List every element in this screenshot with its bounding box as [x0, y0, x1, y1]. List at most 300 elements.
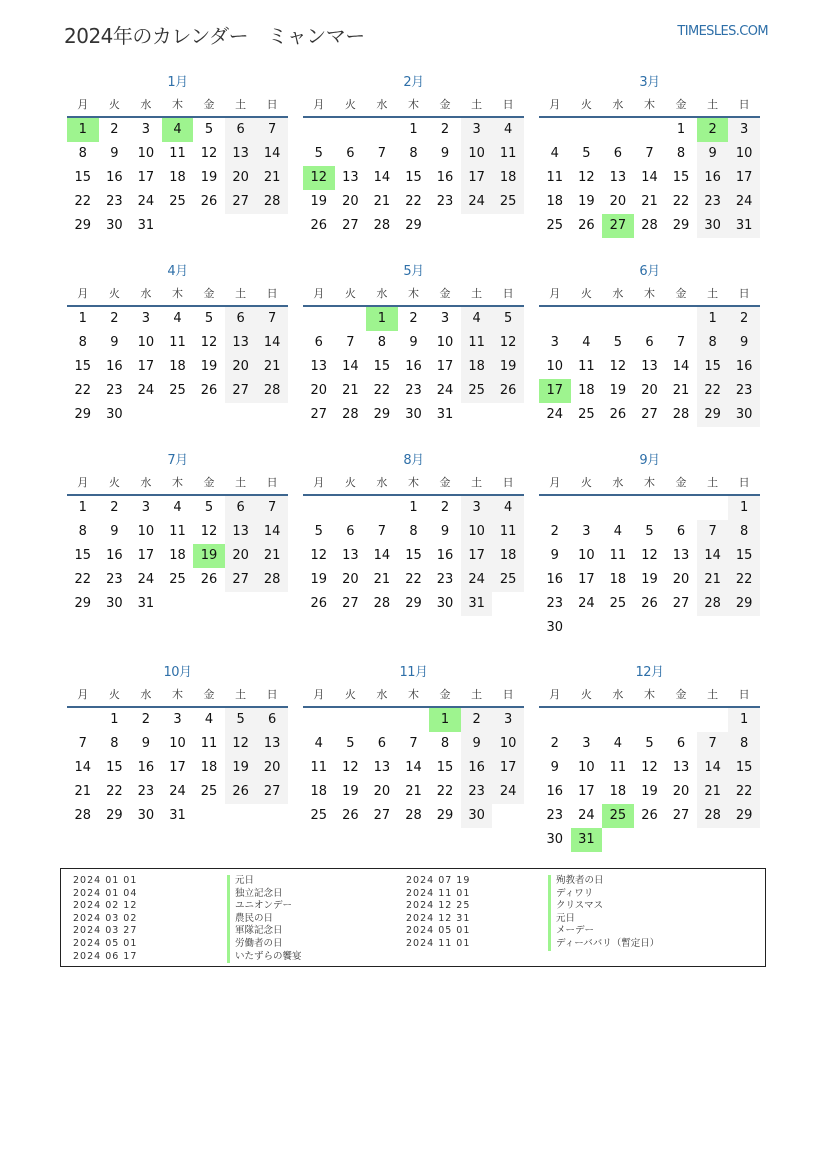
- day-cell[interactable]: 25: [492, 190, 524, 214]
- day-cell[interactable]: 11: [578, 359, 595, 374]
- day-cell[interactable]: 19: [310, 194, 328, 209]
- day-cell[interactable]: 16: [461, 756, 493, 780]
- day-cell[interactable]: 12: [225, 732, 257, 756]
- day-cell[interactable]: 23: [106, 194, 123, 209]
- day-cell[interactable]: 24: [728, 190, 760, 214]
- day-cell[interactable]: 18: [310, 784, 328, 799]
- day-cell[interactable]: 5: [645, 736, 654, 751]
- day-cell[interactable]: 31: [436, 407, 454, 422]
- day-cell[interactable]: 16: [546, 784, 564, 799]
- day-cell[interactable]: 29: [728, 804, 760, 828]
- day-cell[interactable]: 18: [461, 355, 493, 379]
- day-cell[interactable]: 12: [609, 359, 627, 374]
- day-cell[interactable]: 10: [137, 524, 155, 539]
- day-cell[interactable]: 18: [169, 359, 186, 374]
- day-cell[interactable]: 19: [641, 784, 658, 799]
- day-cell[interactable]: 8: [676, 146, 686, 161]
- day-cell[interactable]: 30: [436, 596, 454, 611]
- day-cell[interactable]: 29: [373, 407, 391, 422]
- day-cell[interactable]: 8: [78, 524, 87, 539]
- day-cell[interactable]: 21: [342, 383, 359, 398]
- day-cell[interactable]: 7: [78, 736, 87, 751]
- day-cell-holiday[interactable]: 31: [571, 828, 603, 852]
- day-cell[interactable]: 31: [461, 592, 493, 616]
- day-cell[interactable]: 7: [377, 524, 387, 539]
- day-cell[interactable]: 17: [461, 166, 493, 190]
- day-cell[interactable]: 18: [578, 383, 595, 398]
- day-cell[interactable]: 9: [728, 331, 760, 355]
- day-cell-holiday[interactable]: 1: [67, 118, 99, 142]
- day-cell-holiday[interactable]: 2: [697, 118, 729, 142]
- day-cell[interactable]: 17: [492, 756, 524, 780]
- day-cell[interactable]: 21: [697, 780, 729, 804]
- day-cell[interactable]: 13: [373, 760, 391, 775]
- day-cell[interactable]: 29: [74, 596, 92, 611]
- day-cell[interactable]: 10: [169, 736, 186, 751]
- day-cell[interactable]: 4: [613, 524, 623, 539]
- day-cell[interactable]: 27: [672, 808, 690, 823]
- day-cell[interactable]: 21: [641, 194, 658, 209]
- day-cell[interactable]: 20: [310, 383, 328, 398]
- day-cell[interactable]: 19: [641, 572, 658, 587]
- day-cell[interactable]: 30: [106, 218, 123, 233]
- day-cell[interactable]: 30: [405, 407, 422, 422]
- day-cell[interactable]: 13: [342, 548, 359, 563]
- day-cell[interactable]: 24: [137, 383, 155, 398]
- day-cell[interactable]: 26: [200, 383, 218, 398]
- day-cell[interactable]: 14: [672, 359, 690, 374]
- day-cell[interactable]: 5: [613, 335, 623, 350]
- day-cell[interactable]: 7: [256, 496, 288, 520]
- day-cell[interactable]: 20: [225, 544, 257, 568]
- day-cell[interactable]: 26: [641, 808, 658, 823]
- day-cell[interactable]: 3: [141, 500, 151, 515]
- day-cell[interactable]: 11: [169, 524, 186, 539]
- day-cell[interactable]: 3: [492, 708, 524, 732]
- day-cell[interactable]: 26: [310, 596, 328, 611]
- day-cell[interactable]: 2: [440, 122, 450, 137]
- day-cell[interactable]: 19: [200, 359, 218, 374]
- day-cell[interactable]: 8: [409, 524, 418, 539]
- day-cell[interactable]: 5: [204, 311, 214, 326]
- day-cell[interactable]: 8: [78, 146, 87, 161]
- day-cell[interactable]: 18: [492, 166, 524, 190]
- day-cell[interactable]: 11: [200, 736, 218, 751]
- day-cell[interactable]: 9: [440, 524, 450, 539]
- day-cell[interactable]: 27: [225, 190, 257, 214]
- day-cell[interactable]: 15: [728, 544, 760, 568]
- day-cell[interactable]: 14: [256, 520, 288, 544]
- day-cell[interactable]: 1: [697, 307, 729, 331]
- day-cell[interactable]: 14: [373, 548, 391, 563]
- day-cell[interactable]: 4: [492, 118, 524, 142]
- day-cell[interactable]: 21: [373, 572, 391, 587]
- day-cell[interactable]: 3: [461, 118, 493, 142]
- day-cell[interactable]: 29: [74, 218, 92, 233]
- day-cell[interactable]: 8: [78, 335, 87, 350]
- day-cell[interactable]: 1: [409, 500, 418, 515]
- day-cell[interactable]: 2: [409, 311, 418, 326]
- day-cell[interactable]: 18: [169, 170, 186, 185]
- day-cell[interactable]: 5: [314, 524, 323, 539]
- day-cell[interactable]: 21: [256, 544, 288, 568]
- day-cell[interactable]: 14: [405, 760, 422, 775]
- day-cell[interactable]: 14: [74, 760, 92, 775]
- day-cell[interactable]: 21: [256, 355, 288, 379]
- day-cell[interactable]: 26: [200, 572, 218, 587]
- day-cell[interactable]: 17: [728, 166, 760, 190]
- day-cell[interactable]: 19: [200, 170, 218, 185]
- day-cell[interactable]: 10: [578, 548, 595, 563]
- day-cell[interactable]: 16: [405, 359, 422, 374]
- day-cell[interactable]: 3: [141, 122, 151, 137]
- day-cell[interactable]: 9: [697, 142, 729, 166]
- day-cell[interactable]: 30: [728, 403, 760, 427]
- day-cell[interactable]: 27: [310, 407, 328, 422]
- day-cell[interactable]: 13: [609, 170, 627, 185]
- day-cell[interactable]: 3: [173, 712, 182, 727]
- day-cell[interactable]: 19: [342, 784, 359, 799]
- day-cell[interactable]: 15: [405, 170, 422, 185]
- day-cell[interactable]: 31: [137, 218, 155, 233]
- day-cell[interactable]: 4: [461, 307, 493, 331]
- day-cell[interactable]: 12: [342, 760, 359, 775]
- day-cell-holiday[interactable]: 17: [539, 379, 571, 403]
- day-cell[interactable]: 17: [169, 760, 186, 775]
- day-cell[interactable]: 14: [342, 359, 359, 374]
- day-cell[interactable]: 3: [582, 736, 591, 751]
- day-cell[interactable]: 14: [256, 142, 288, 166]
- day-cell[interactable]: 6: [676, 736, 686, 751]
- day-cell[interactable]: 13: [225, 520, 257, 544]
- day-cell[interactable]: 18: [492, 544, 524, 568]
- day-cell[interactable]: 9: [110, 335, 119, 350]
- day-cell[interactable]: 22: [697, 379, 729, 403]
- day-cell[interactable]: 24: [137, 572, 155, 587]
- day-cell[interactable]: 28: [256, 568, 288, 592]
- day-cell[interactable]: 24: [578, 596, 595, 611]
- day-cell[interactable]: 16: [436, 548, 454, 563]
- day-cell[interactable]: 22: [672, 194, 690, 209]
- day-cell[interactable]: 28: [405, 808, 422, 823]
- day-cell[interactable]: 11: [310, 760, 328, 775]
- day-cell[interactable]: 13: [225, 142, 257, 166]
- day-cell[interactable]: 17: [137, 359, 155, 374]
- day-cell[interactable]: 17: [461, 544, 493, 568]
- day-cell[interactable]: 16: [137, 760, 155, 775]
- day-cell[interactable]: 14: [697, 544, 729, 568]
- day-cell[interactable]: 20: [641, 383, 658, 398]
- day-cell[interactable]: 26: [641, 596, 658, 611]
- day-cell[interactable]: 19: [578, 194, 595, 209]
- day-cell[interactable]: 1: [676, 122, 686, 137]
- day-cell[interactable]: 19: [492, 355, 524, 379]
- day-cell[interactable]: 23: [546, 808, 564, 823]
- day-cell[interactable]: 23: [436, 194, 454, 209]
- day-cell[interactable]: 25: [461, 379, 493, 403]
- day-cell[interactable]: 4: [173, 311, 182, 326]
- day-cell[interactable]: 10: [461, 142, 493, 166]
- day-cell[interactable]: 12: [641, 760, 658, 775]
- day-cell[interactable]: 7: [645, 146, 654, 161]
- day-cell[interactable]: 3: [440, 311, 450, 326]
- day-cell[interactable]: 16: [697, 166, 729, 190]
- day-cell[interactable]: 20: [609, 194, 627, 209]
- day-cell[interactable]: 20: [225, 166, 257, 190]
- day-cell[interactable]: 20: [672, 572, 690, 587]
- day-cell[interactable]: 5: [492, 307, 524, 331]
- day-cell[interactable]: 6: [645, 335, 654, 350]
- day-cell[interactable]: 13: [672, 760, 690, 775]
- brand-logo-text[interactable]: TIMESLES.COM: [677, 24, 768, 39]
- day-cell[interactable]: 27: [342, 596, 359, 611]
- day-cell[interactable]: 21: [256, 166, 288, 190]
- day-cell[interactable]: 11: [492, 520, 524, 544]
- day-cell[interactable]: 8: [409, 146, 418, 161]
- day-cell[interactable]: 14: [373, 170, 391, 185]
- day-cell[interactable]: 1: [110, 712, 119, 727]
- day-cell[interactable]: 30: [106, 596, 123, 611]
- day-cell[interactable]: 5: [204, 500, 214, 515]
- day-cell[interactable]: 20: [672, 784, 690, 799]
- day-cell[interactable]: 23: [106, 383, 123, 398]
- day-cell[interactable]: 24: [169, 784, 186, 799]
- day-cell[interactable]: 7: [697, 520, 729, 544]
- day-cell[interactable]: 13: [256, 732, 288, 756]
- day-cell[interactable]: 29: [405, 218, 422, 233]
- day-cell[interactable]: 3: [550, 335, 559, 350]
- day-cell[interactable]: 19: [609, 383, 627, 398]
- day-cell[interactable]: 21: [697, 568, 729, 592]
- day-cell[interactable]: 9: [440, 146, 450, 161]
- day-cell-holiday[interactable]: 19: [193, 544, 225, 568]
- day-cell[interactable]: 4: [314, 736, 323, 751]
- day-cell[interactable]: 3: [461, 496, 493, 520]
- day-cell[interactable]: 16: [546, 572, 564, 587]
- day-cell[interactable]: 10: [546, 359, 564, 374]
- day-cell[interactable]: 2: [461, 708, 493, 732]
- day-cell[interactable]: 16: [106, 170, 123, 185]
- day-cell[interactable]: 24: [461, 190, 493, 214]
- day-cell[interactable]: 14: [641, 170, 658, 185]
- day-cell[interactable]: 10: [137, 335, 155, 350]
- day-cell[interactable]: 31: [728, 214, 760, 238]
- day-cell[interactable]: 29: [728, 592, 760, 616]
- day-cell[interactable]: 22: [74, 383, 92, 398]
- day-cell[interactable]: 28: [373, 596, 391, 611]
- day-cell[interactable]: 28: [342, 407, 359, 422]
- day-cell[interactable]: 4: [613, 736, 623, 751]
- day-cell[interactable]: 17: [578, 572, 595, 587]
- day-cell[interactable]: 6: [377, 736, 387, 751]
- day-cell[interactable]: 22: [728, 780, 760, 804]
- day-cell[interactable]: 27: [225, 379, 257, 403]
- day-cell[interactable]: 15: [672, 170, 690, 185]
- day-cell[interactable]: 12: [200, 146, 218, 161]
- day-cell[interactable]: 28: [672, 407, 690, 422]
- day-cell[interactable]: 13: [672, 548, 690, 563]
- day-cell[interactable]: 30: [697, 214, 729, 238]
- day-cell[interactable]: 6: [613, 146, 623, 161]
- day-cell[interactable]: 5: [346, 736, 355, 751]
- day-cell[interactable]: 20: [225, 355, 257, 379]
- day-cell[interactable]: 2: [110, 311, 119, 326]
- day-cell[interactable]: 15: [74, 548, 92, 563]
- day-cell[interactable]: 7: [256, 118, 288, 142]
- day-cell[interactable]: 12: [200, 335, 218, 350]
- day-cell[interactable]: 9: [461, 732, 493, 756]
- day-cell[interactable]: 9: [141, 736, 151, 751]
- day-cell[interactable]: 23: [137, 784, 155, 799]
- day-cell[interactable]: 15: [106, 760, 123, 775]
- day-cell-holiday[interactable]: 1: [366, 307, 398, 331]
- day-cell[interactable]: 23: [546, 596, 564, 611]
- day-cell[interactable]: 18: [546, 194, 564, 209]
- day-cell[interactable]: 10: [728, 142, 760, 166]
- day-cell[interactable]: 4: [582, 335, 591, 350]
- day-cell[interactable]: 10: [461, 520, 493, 544]
- day-cell[interactable]: 5: [225, 708, 257, 732]
- day-cell[interactable]: 11: [169, 146, 186, 161]
- day-cell[interactable]: 16: [106, 548, 123, 563]
- day-cell[interactable]: 2: [550, 524, 559, 539]
- day-cell[interactable]: 24: [436, 383, 454, 398]
- day-cell-holiday[interactable]: 25: [602, 804, 634, 828]
- day-cell[interactable]: 28: [74, 808, 92, 823]
- day-cell[interactable]: 10: [492, 732, 524, 756]
- day-cell[interactable]: 12: [492, 331, 524, 355]
- day-cell[interactable]: 21: [373, 194, 391, 209]
- day-cell[interactable]: 7: [377, 146, 387, 161]
- day-cell[interactable]: 25: [310, 808, 328, 823]
- day-cell[interactable]: 7: [256, 307, 288, 331]
- day-cell[interactable]: 12: [641, 548, 658, 563]
- day-cell[interactable]: 7: [409, 736, 418, 751]
- day-cell[interactable]: 23: [461, 780, 493, 804]
- day-cell[interactable]: 2: [141, 712, 151, 727]
- day-cell[interactable]: 5: [204, 122, 214, 137]
- day-cell[interactable]: 25: [492, 568, 524, 592]
- day-cell[interactable]: 30: [137, 808, 155, 823]
- day-cell-holiday[interactable]: 4: [162, 118, 194, 142]
- day-cell[interactable]: 11: [609, 760, 627, 775]
- day-cell[interactable]: 20: [342, 572, 359, 587]
- day-cell[interactable]: 20: [342, 194, 359, 209]
- day-cell[interactable]: 23: [728, 379, 760, 403]
- day-cell[interactable]: 15: [728, 756, 760, 780]
- day-cell[interactable]: 14: [697, 756, 729, 780]
- day-cell[interactable]: 4: [173, 500, 182, 515]
- day-cell[interactable]: 6: [225, 118, 257, 142]
- day-cell[interactable]: 8: [728, 520, 760, 544]
- day-cell[interactable]: 26: [200, 194, 218, 209]
- day-cell[interactable]: 18: [169, 548, 186, 563]
- day-cell[interactable]: 28: [256, 190, 288, 214]
- day-cell[interactable]: 20: [256, 756, 288, 780]
- day-cell[interactable]: 22: [405, 572, 422, 587]
- day-cell[interactable]: 22: [74, 572, 92, 587]
- day-cell[interactable]: 7: [346, 335, 355, 350]
- day-cell[interactable]: 8: [440, 736, 450, 751]
- day-cell[interactable]: 4: [550, 146, 559, 161]
- day-cell[interactable]: 5: [645, 524, 654, 539]
- day-cell[interactable]: 28: [256, 379, 288, 403]
- day-cell[interactable]: 13: [641, 359, 658, 374]
- day-cell[interactable]: 17: [137, 548, 155, 563]
- day-cell[interactable]: 16: [728, 355, 760, 379]
- day-cell[interactable]: 3: [582, 524, 591, 539]
- day-cell[interactable]: 16: [106, 359, 123, 374]
- day-cell[interactable]: 9: [550, 760, 559, 775]
- day-cell[interactable]: 27: [225, 568, 257, 592]
- day-cell[interactable]: 15: [697, 355, 729, 379]
- day-cell[interactable]: 12: [578, 170, 595, 185]
- day-cell[interactable]: 19: [310, 572, 328, 587]
- day-cell[interactable]: 29: [106, 808, 123, 823]
- day-cell[interactable]: 8: [377, 335, 387, 350]
- day-cell[interactable]: 1: [728, 496, 760, 520]
- day-cell[interactable]: 25: [169, 194, 186, 209]
- day-cell[interactable]: 24: [578, 808, 595, 823]
- day-cell[interactable]: 15: [74, 359, 92, 374]
- day-cell[interactable]: 25: [169, 383, 186, 398]
- day-cell[interactable]: 26: [342, 808, 359, 823]
- day-cell[interactable]: 10: [137, 146, 155, 161]
- day-cell[interactable]: 18: [609, 572, 627, 587]
- day-cell[interactable]: 29: [672, 218, 690, 233]
- day-cell[interactable]: 24: [461, 568, 493, 592]
- day-cell[interactable]: 25: [169, 572, 186, 587]
- day-cell[interactable]: 17: [137, 170, 155, 185]
- day-cell[interactable]: 1: [728, 708, 760, 732]
- day-cell[interactable]: 6: [256, 708, 288, 732]
- day-cell[interactable]: 12: [310, 548, 328, 563]
- day-cell-holiday[interactable]: 12: [303, 166, 335, 190]
- day-cell[interactable]: 24: [137, 194, 155, 209]
- day-cell[interactable]: 29: [697, 403, 729, 427]
- day-cell[interactable]: 27: [373, 808, 391, 823]
- day-cell[interactable]: 26: [609, 407, 627, 422]
- day-cell[interactable]: 19: [225, 756, 257, 780]
- day-cell[interactable]: 10: [578, 760, 595, 775]
- day-cell[interactable]: 25: [200, 784, 218, 799]
- day-cell[interactable]: 3: [141, 311, 151, 326]
- day-cell[interactable]: 10: [436, 335, 454, 350]
- day-cell[interactable]: 26: [225, 780, 257, 804]
- day-cell[interactable]: 20: [373, 784, 391, 799]
- day-cell[interactable]: 27: [641, 407, 658, 422]
- day-cell[interactable]: 17: [436, 359, 454, 374]
- day-cell[interactable]: 24: [492, 780, 524, 804]
- day-cell[interactable]: 6: [225, 496, 257, 520]
- day-cell[interactable]: 11: [461, 331, 493, 355]
- day-cell[interactable]: 13: [342, 170, 359, 185]
- day-cell[interactable]: 7: [697, 732, 729, 756]
- day-cell[interactable]: 6: [346, 146, 355, 161]
- day-cell[interactable]: 23: [106, 572, 123, 587]
- day-cell[interactable]: 2: [110, 500, 119, 515]
- day-cell[interactable]: 11: [546, 170, 564, 185]
- day-cell[interactable]: 6: [225, 307, 257, 331]
- day-cell[interactable]: 11: [492, 142, 524, 166]
- day-cell[interactable]: 2: [550, 736, 559, 751]
- day-cell[interactable]: 9: [110, 146, 119, 161]
- day-cell[interactable]: 1: [78, 500, 87, 515]
- day-cell[interactable]: 21: [672, 383, 690, 398]
- day-cell[interactable]: 1: [78, 311, 87, 326]
- day-cell[interactable]: 25: [546, 218, 564, 233]
- day-cell[interactable]: 27: [672, 596, 690, 611]
